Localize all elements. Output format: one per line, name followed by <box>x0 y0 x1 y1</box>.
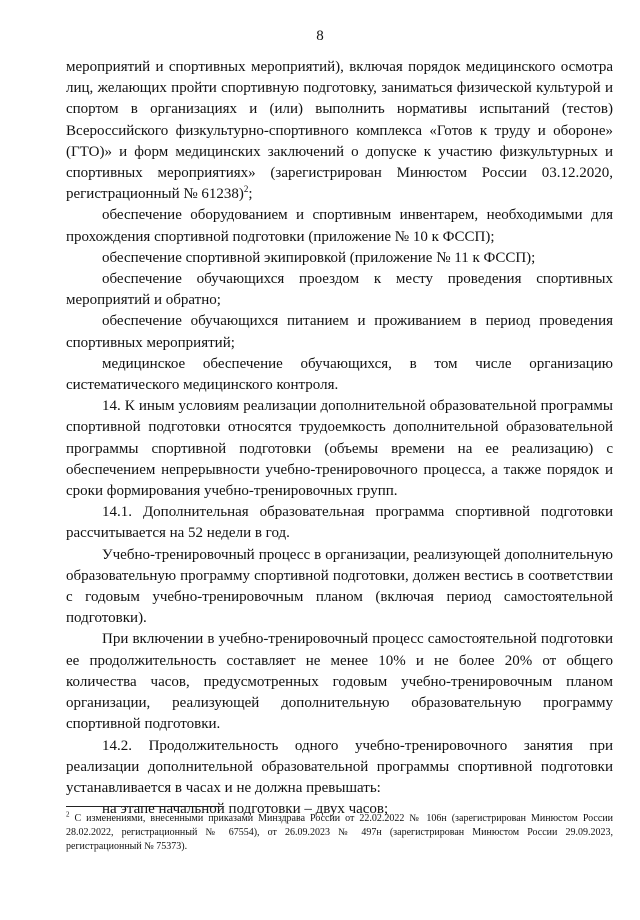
paragraph: мероприятий и спортивных мероприятий), включая порядок медицинского осмотра лиц, желающих пройти спортивную подготовку, заниматься физической культурой и спортом в организациях и (или) выполнить нормативы испытаний (тестов) Всероссийского физкультурно-спортивного комплекса «Готов к труду и обороне» (ГТО)» и форм медицинских заключений о допуске к участию физкультурных и спортивных мероприятиях» (зарегистрирован Минюстом России 03.12.2020, регистрационный № 61238)$^2$; <box>66 59 613 203</box>
paragraph: обеспечение спортивной экипировкой (приложение № 11 к ФССП); <box>102 249 536 266</box>
footnote-mark: 2 <box>66 810 70 819</box>
footnote-reference: 2 <box>243 184 249 195</box>
paragraph: Учебно-тренировочный процесс в организации, реализующей дополнительную образовательную программу спортивной подготовки, должен вестись в соответствии с годовым учебно-тренировочным планом (включая период самостоятельной подготовки). <box>66 546 613 627</box>
paragraph: 14. К иным условиям реализации дополнительной образовательной программы спортивной подготовки относятся трудоемкость дополнительной образовательной программы спортивной подготовки (объемы времени на ее реализацию) с обеспечением непрерывности учебно-тренировочного процесса, а также порядок и сроки формирования учебно-тренировочных групп. <box>66 398 613 500</box>
paragraph: 14.1. Дополнительная образовательная программа спортивной подготовки рассчитывается на 52 недели в год. <box>66 504 613 542</box>
paragraph: 14.2. Продолжительность одного учебно-тренировочного занятия при реализации дополнительной образовательной программы спортивной подготовки устанавливается в часах и не должна превышать: <box>66 737 613 796</box>
document-body <box>66 57 613 820</box>
footnote-text: С изменениями, внесенными приказами Минздрава России от 22.02.2022 № 106н (зарегистрирован Минюстом России 28.02.2022, регистрационный № 67554), от 26.09.2023 № 497н (зарегистрирован Минюстом России 29.09.2023, регистрационный № 75373). <box>66 813 614 852</box>
paragraph: на этапе начальной подготовки – двух часов; <box>102 801 389 818</box>
footnote-separator <box>66 806 222 807</box>
paragraph: обеспечение оборудованием и спортивным инвентарем, необходимыми для прохождения спортивной подготовки (приложение № 10 к ФССП); <box>66 207 613 245</box>
paragraph: При включении в учебно-тренировочный процесс самостоятельной подготовки ее продолжительность составляет не менее 10% и не более 20% от общего количества часов, предусмотренных годовым учебно-тренировочным планом организации, реализующей дополнительную образовательную программу спортивной подготовки. <box>66 631 613 733</box>
paragraph: обеспечение обучающихся питанием и проживанием в период проведения спортивных мероприятий; <box>66 313 613 351</box>
paragraph: обеспечение обучающихся проездом к месту проведения спортивных мероприятий и обратно; <box>66 271 613 309</box>
paragraph: медицинское обеспечение обучающихся, в том числе организацию систематического медицинского контроля. <box>66 355 613 394</box>
footnote <box>66 812 613 854</box>
page-number: 8 <box>316 28 324 44</box>
